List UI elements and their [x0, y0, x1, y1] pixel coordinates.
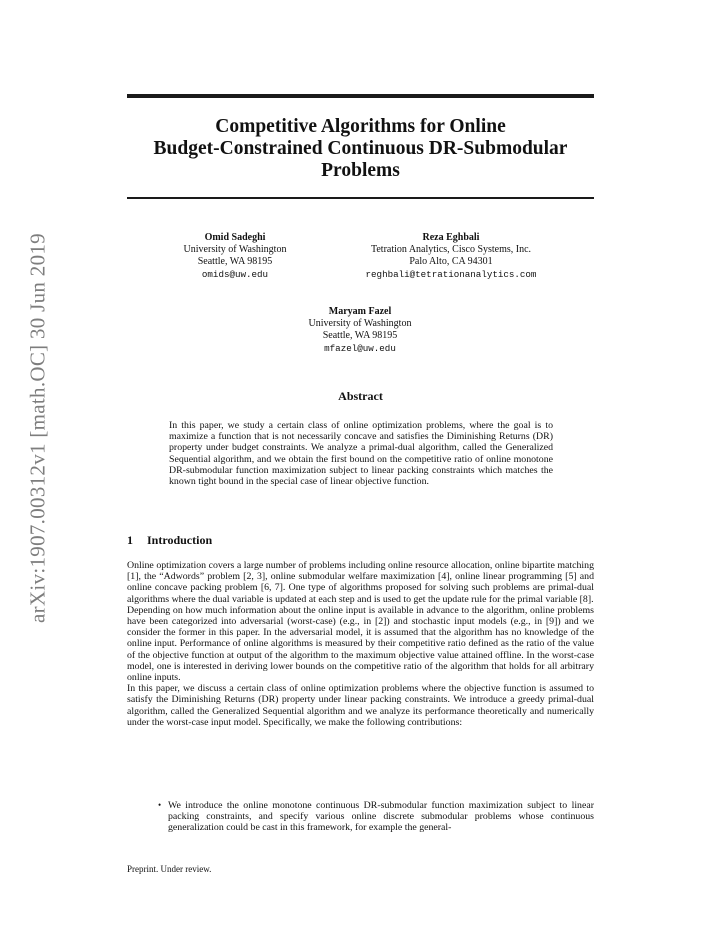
title-line-2: Budget-Constrained Continuous DR-Submodular	[153, 138, 568, 159]
abstract-heading: Abstract	[338, 389, 383, 403]
author-address: Seattle, WA 98195	[197, 256, 273, 268]
author-name: Reza Eghbali	[422, 232, 480, 243]
author-block	[340, 232, 562, 281]
list-item-text: We introduce the online monotone continuous DR-submodular function maximization subject to linear packing constraints, and specify various online discrete submodular problems whose continuous generalization could be cast in this framework, for example the general-	[168, 800, 594, 834]
paragraph: Depending on how much information about the online input is available in advance to the algorithm, online problems have been categorized into adversarial (worst-case) (e.g., in [2]) and stochastic input models (e.g., in [9]) and we consider the former in this paper. In the adversarial model, it is assumed that the algorithm has no knowledge of the online input. Performance of online algorithms is measured by their competitive ratio defined as the ratio of the value of the objective function at output of the algorithm to the maximum objective value attained offline. In the worst-case model, one is interested in deriving lower bounds on the competitive ratio of the algorithm that holds for all arbitrary online inputs.	[127, 604, 594, 684]
author-email[interactable]: omids@uw.edu	[201, 268, 269, 280]
contributions-list	[158, 800, 594, 834]
author-affiliation: Tetration Analytics, Cisco Systems, Inc.	[370, 244, 532, 256]
title-line-3: Problems	[321, 160, 400, 181]
author-name: Omid Sadeghi	[204, 232, 266, 243]
author-block	[270, 306, 450, 355]
author-name: Maryam Fazel	[328, 306, 392, 317]
footer-note: Preprint. Under review.	[127, 864, 212, 874]
author-address: Seattle, WA 98195	[322, 330, 398, 342]
paragraph: Online optimization covers a large number of problems including online resource allocation, online bipartite matching [1], the “Adwords” problem [2, 3], online submodular welfare maximization [4], online linear programming [5] and online concave packing problem [6, 7]. One type of algorithms proposed for solving such problems are primal-dual algorithms where the dual variable is updated at each step and is used to get the update rule for the primal variable [8].	[127, 560, 594, 605]
paragraph: In this paper, we discuss a certain class of online optimization problems where the objective function is assumed to satisfy the Diminishing Returns (DR) property under linear packing constraints. We introduce a greedy primal-dual algorithm, called the Generalized Sequential algorithm and we analyze its performance theoretically and numerically under the worst-case input model. Specifically, we make the following contributions:	[127, 683, 594, 728]
title-top-rule	[127, 94, 594, 98]
title-line-1: Competitive Algorithms for Online	[215, 116, 506, 137]
title-bottom-rule	[127, 197, 594, 199]
bullet-icon: •	[158, 800, 162, 810]
abstract-text: In this paper, we study a certain class of online optimization problems, where the goal is to maximize a function that is not necessarily concave and satisfies the Diminishing Returns (DR) property under budget constraints. We analyze a primal-dual algorithm, called the Generalized Sequential algorithm, and we obtain the first bound on the competitive ratio of online monotone DR-submodular function maximization subject to linear packing constraints which matches the known tight bound in the special case of linear objective function.	[169, 420, 553, 488]
section-title: Introduction	[147, 533, 213, 547]
author-affiliation: University of Washington	[308, 318, 412, 330]
section-number: 1	[127, 533, 133, 547]
author-email[interactable]: mfazel@uw.edu	[324, 342, 396, 354]
section-heading	[127, 533, 594, 548]
author-affiliation: University of Washington	[183, 244, 287, 256]
introduction-body	[127, 560, 594, 728]
author-address: Palo Alto, CA 94301	[409, 256, 493, 268]
paper-title	[127, 116, 594, 182]
list-item	[158, 800, 594, 834]
author-email[interactable]: reghbali@tetrationanalytics.com	[365, 268, 537, 280]
arxiv-identifier: arXiv:1907.00312v1 [math.OC] 30 Jun 2019	[25, 233, 50, 623]
author-block	[150, 232, 320, 281]
